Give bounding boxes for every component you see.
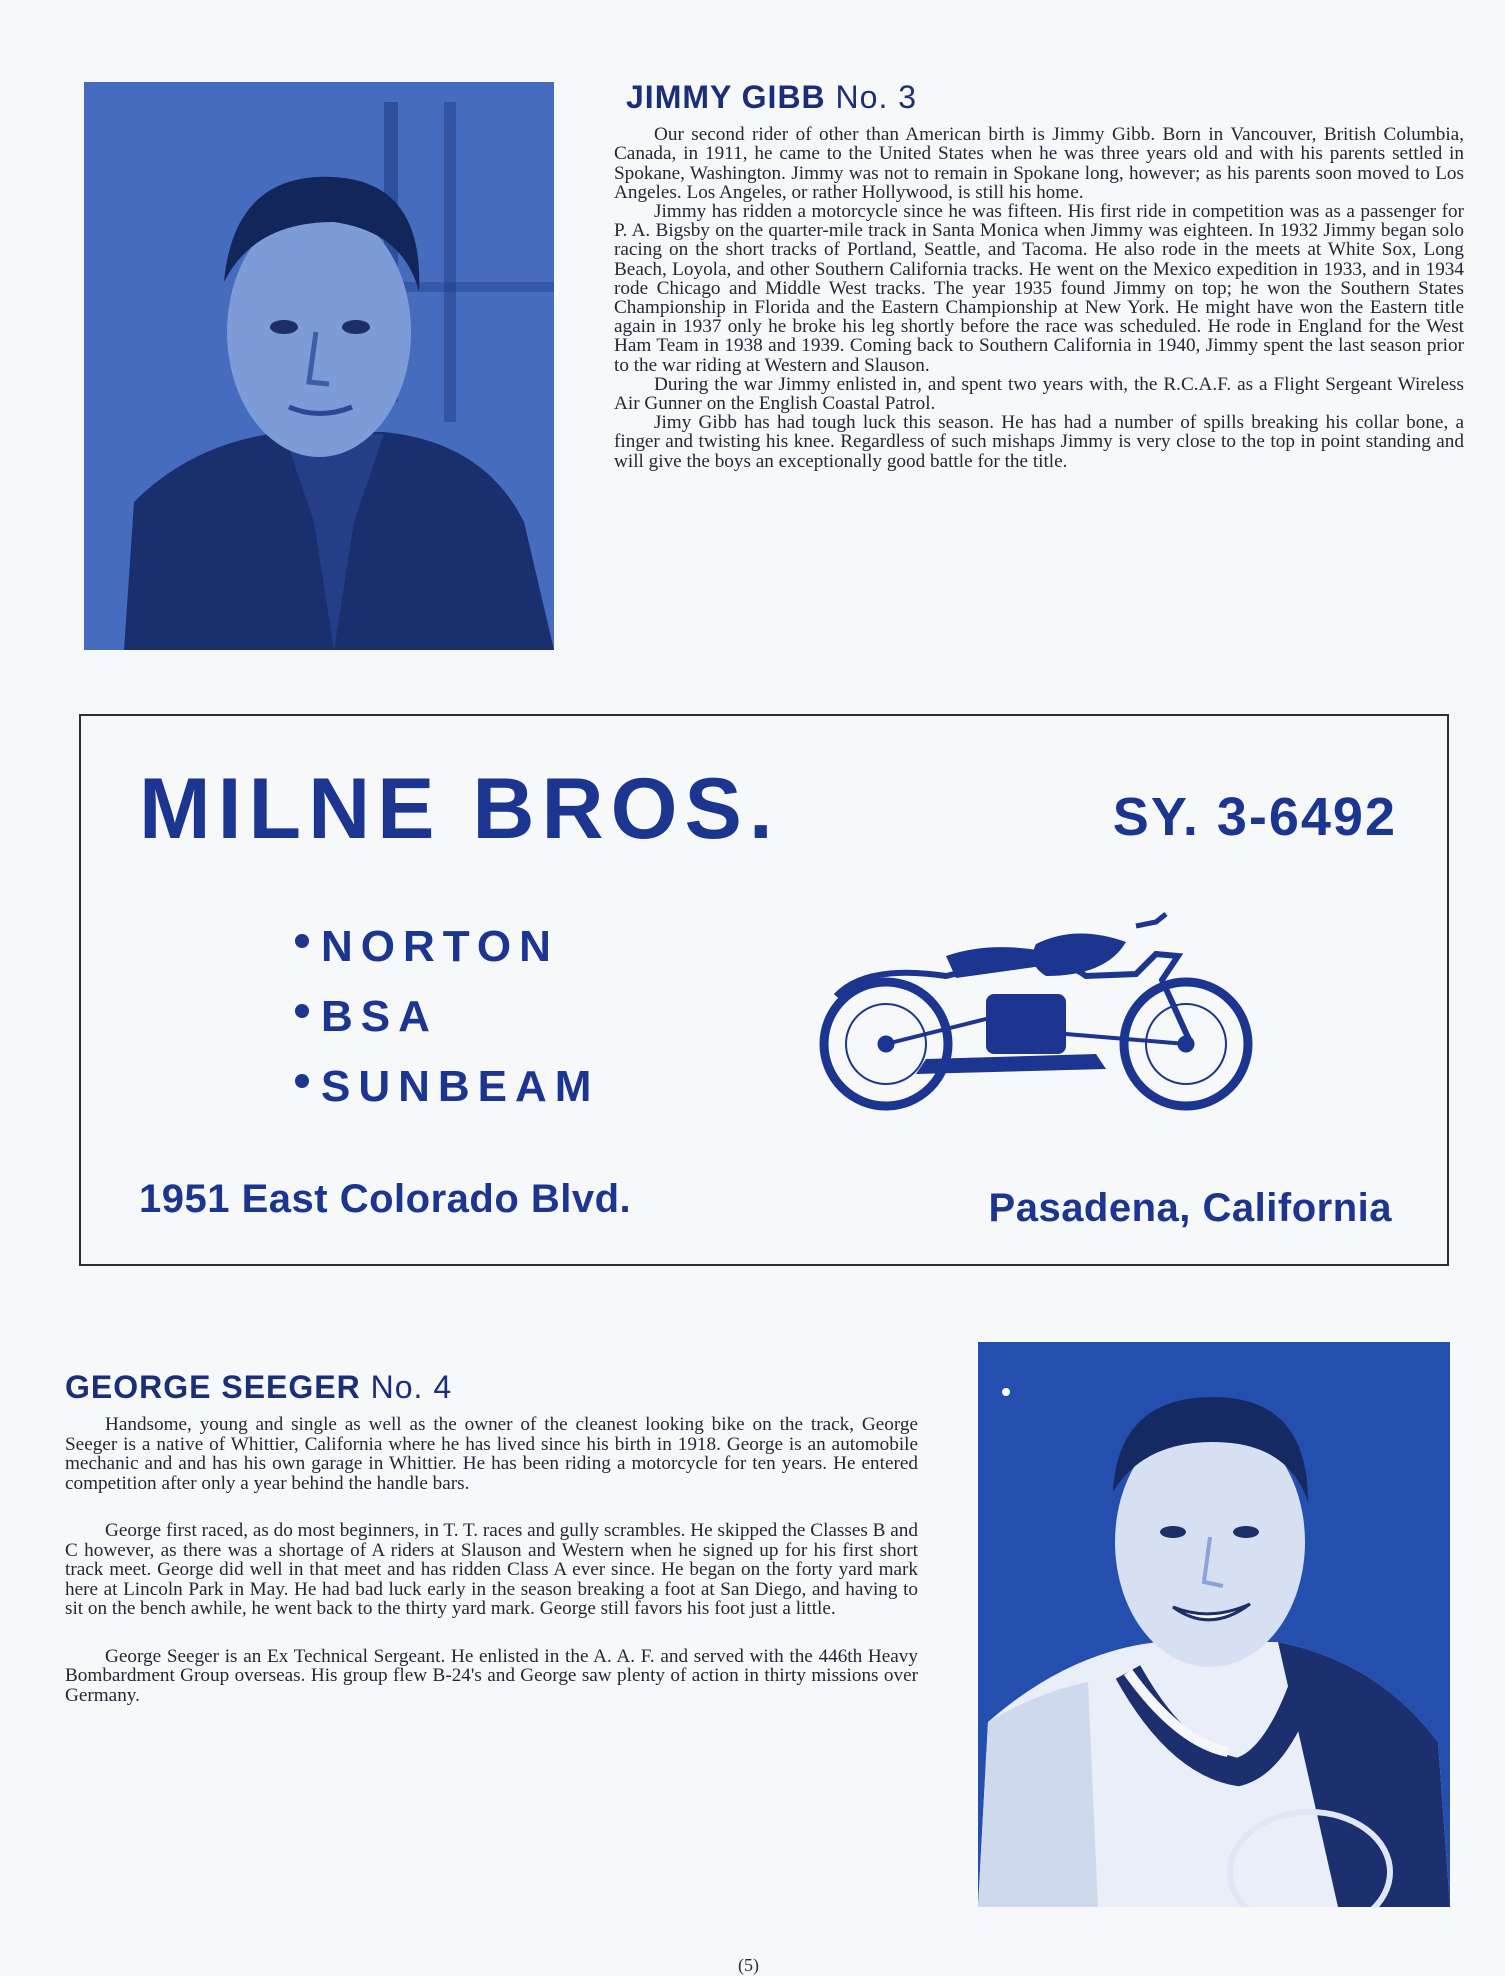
paragraph: Our second rider of other than American birth is Jimmy Gibb. Born in Vancouver, British Columbia, Canada, in 1911, he came to the United States when he was three years old and with his parents settled in Spokane, Washington. Jimmy was not to remain in Spokane long, however; as his parents soon moved to Los Angeles. Los Angeles, or rather Hollywood, is still his home.: [614, 124, 1464, 203]
motorcycle-illustration: [806, 884, 1266, 1119]
ad-make-label: SUNBEAM: [321, 1062, 600, 1111]
headline-number: No. 3: [835, 79, 918, 115]
ad-make-label: BSA: [321, 992, 438, 1041]
bullet-icon: [295, 1004, 309, 1018]
bullet-icon: [295, 934, 309, 948]
headline-name: GEORGE SEEGER: [65, 1369, 361, 1405]
bullet-icon: [295, 1074, 309, 1088]
ad-street-address: 1951 East Colorado Blvd.: [139, 1177, 632, 1221]
ad-make-item: [295, 1052, 599, 1122]
paragraph: Jimmy has ridden a motorcycle since he was fifteen. His first ride in competition was as a passenger for P. A. Bigsby on the quarter-mile track in Santa Monica when Jimmy was eighteen. In 1932 Jimmy began solo racing on the short tracks of Portland, Seattle, and Tacoma. He also rode in the meets at White Sox, Long Beach, Loyola, and other Southern California tracks. He went on the Mexico expedition in 1933, and in 1934 rode Chicago and Middle West tracks. The year 1935 found Jimmy on top; he won the Southern States Championship in Florida and the Eastern Championship at New York. He might have won the Eastern title again in 1937 only he broke his leg shortly before the race was scheduled. He rode in England for the West Ham Team in 1938 and 1939. Coming back to Southern California in 1940, Jimmy spent the last season prior to the war riding at Western and Slauson.: [614, 201, 1464, 376]
ad-make-label: NORTON: [321, 922, 559, 971]
paragraph: During the war Jimmy enlisted in, and spent two years with, the R.C.A.F. as a Flight Sergeant Wireless Air Gunner on the English Coastal Patrol.: [614, 373, 1464, 415]
photo-george-seeger: [978, 1342, 1450, 1907]
paragraph: Jimy Gibb has had tough luck this season. He has had a number of spills breaking his collar bone, a finger and twisting his knee. Regardless of such mishaps Jimmy is very close to the top in point standing and will give the boys an exceptionally good battle for the title.: [614, 412, 1464, 472]
photo-jimmy-gibb: [84, 82, 554, 650]
headline-number: No. 4: [370, 1369, 453, 1405]
article-jimmy-gibb: [614, 80, 1464, 471]
george-seeger-portrait: [978, 1342, 1450, 1907]
ad-make-item: [295, 982, 599, 1052]
ad-brand-name: MILNE BROS.: [139, 761, 780, 857]
ad-make-item: [295, 912, 599, 982]
paragraph: George first raced, as do most beginners, in T. T. races and gully scrambles. He skipped the Classes B and C however, as there was a shortage of A riders at Slauson and Western when he signed up for his first short track meet. George did well in that meet and has ridden Class A ever since. He began on the forty yard mark here at Lincoln Park in May. He had bad luck early in the season breaking a foot at San Diego, and having to sit on the bench awhile, he went back to the thirty yard mark. George still favors his foot just a little.: [65, 1520, 918, 1620]
milne-bros-advertisement: [79, 714, 1449, 1266]
page-number: (5): [738, 1955, 759, 1975]
ad-city: Pasadena, California: [988, 1186, 1392, 1230]
paragraph: George Seeger is an Ex Technical Sergeant. He enlisted in the A. A. F. and served with the 446th Heavy Bombardment Group overseas. His group flew B-24's and George saw plenty of action in thirty missions over Germany.: [65, 1645, 918, 1706]
article-george-seeger: [65, 1370, 918, 1705]
ad-makes-list: [295, 912, 599, 1122]
jimmy-gibb-portrait: [84, 82, 554, 650]
headline-george-seeger: [65, 1370, 918, 1405]
headline-name: JIMMY GIBB: [626, 79, 826, 115]
headline-jimmy-gibb: [626, 80, 1464, 115]
ad-phone-number: SY. 3-6492: [1112, 787, 1397, 847]
paragraph: Handsome, young and single as well as the owner of the cleanest looking bike on the track, George Seeger is a native of Whittier, California where he has lived since his birth in 1918. George is an automobile mechanic and and has his own garage in Whittier. He has been riding a motorcycle for ten years. He entered competition after only a year behind the handle bars.: [65, 1414, 918, 1494]
